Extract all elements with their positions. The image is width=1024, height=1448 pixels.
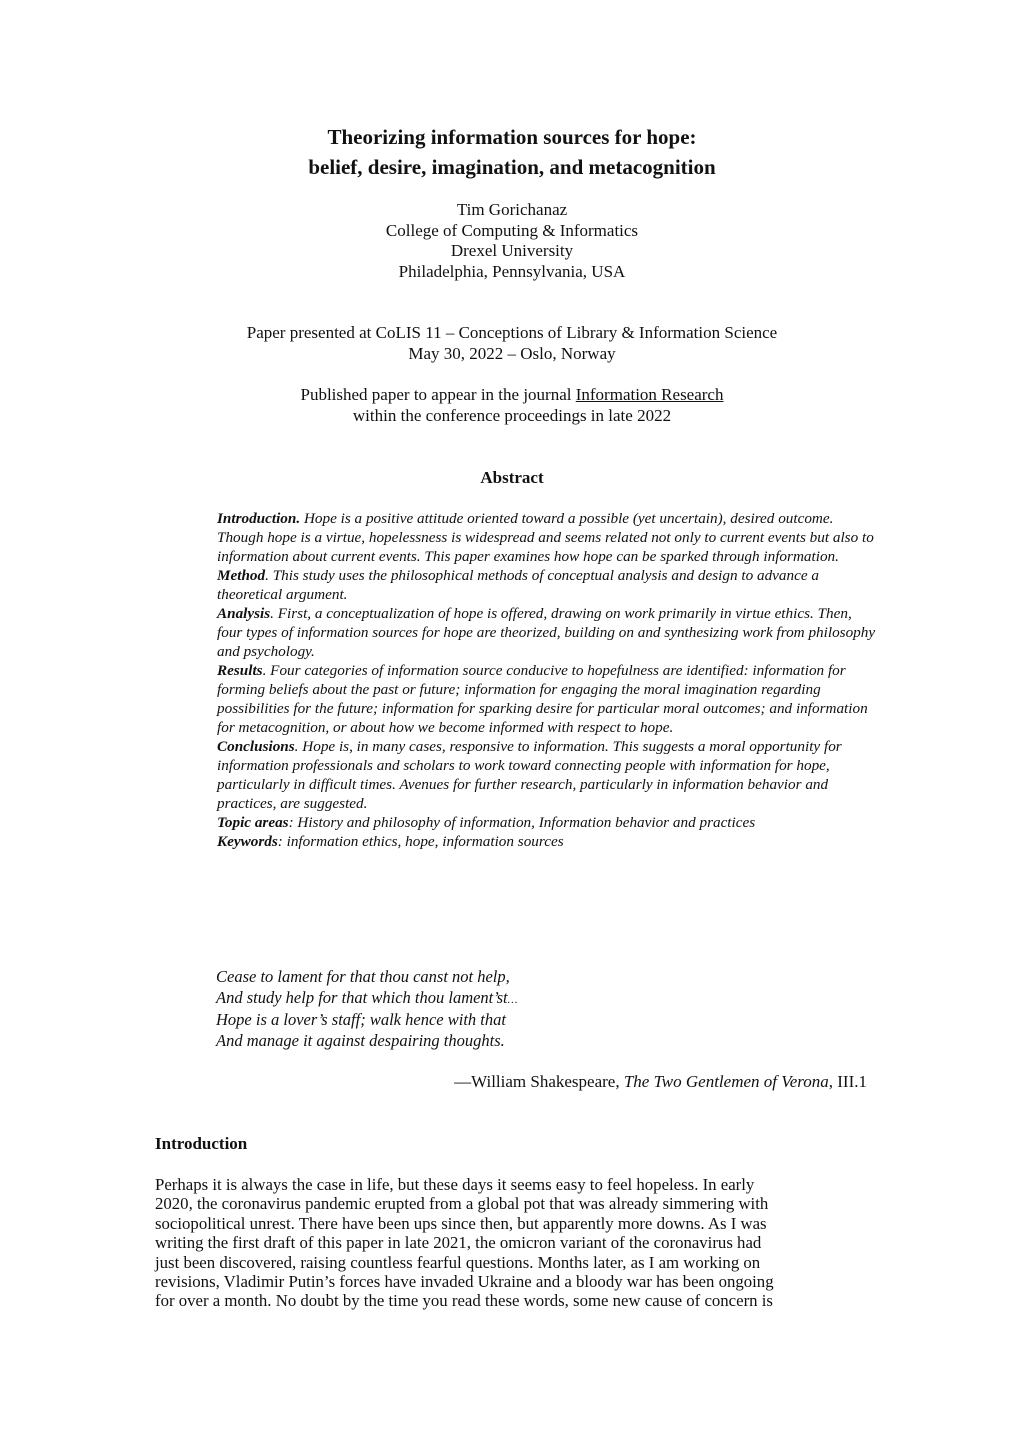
body-line: Perhaps it is always the case in life, but these days it seems easy to feel hopeless. In early xyxy=(155,1175,755,1194)
presentation-line-2: May 30, 2022 – Oslo, Norway xyxy=(408,343,616,363)
abstract-analysis-label: Analysis xyxy=(217,605,271,622)
abstract-results xyxy=(217,661,877,737)
body-line: revisions, Vladimir Putin’s forces have invaded Ukraine and a bloody war has been ongoing xyxy=(155,1272,774,1292)
abstract-heading: Abstract xyxy=(480,468,544,487)
presentation-line-1: Paper presented at CoLIS 11 – Conceptions of Library & Information Science xyxy=(246,323,778,342)
poem-line-3: Hope is a lover’s staff; walk hence with that xyxy=(216,1010,506,1029)
presentation-note xyxy=(0,323,1024,364)
journal-link[interactable]: Information Research xyxy=(575,385,724,404)
introduction-heading: Introduction xyxy=(155,1134,248,1153)
body-line: writing the first draft of this paper in late 2021, the omicron variant of the coronavirus had xyxy=(155,1233,762,1253)
title-line-2: belief, desire, imagination, and metacognition xyxy=(308,155,716,179)
author-block xyxy=(0,200,1024,282)
paper-title xyxy=(0,122,1024,182)
abstract-topic-label: Topic areas xyxy=(217,814,289,831)
abstract-method xyxy=(217,566,877,604)
abstract-keywords-text: : information ethics, hope, information sources xyxy=(277,833,564,850)
poem-line-1: Cease to lament for that thou canst not help, xyxy=(216,967,510,986)
abstract-keywords xyxy=(217,832,877,851)
abstract-method-text: . This study uses the philosophical methods of conceptual analysis and design to advance a theoretical argument. xyxy=(217,567,819,603)
abstract-conclusions xyxy=(217,737,877,813)
poem-line-2-ellipsis: … xyxy=(507,993,518,1006)
abstract-conclusions-label: Conclusions xyxy=(217,738,295,755)
epigraph-attribution xyxy=(454,1072,867,1092)
author-location: Philadelphia, Pennsylvania, USA xyxy=(398,261,626,281)
abstract-analysis-text: . First, a conceptualization of hope is offered, drawing on work primarily in virtue ethics. Then, four types of information sources for hope are theorized, building on and synthesizing work from philosophy and psychology. xyxy=(217,605,876,660)
body-line: sociopolitical unrest. There have been ups since then, but apparently more downs. As I was xyxy=(155,1213,767,1233)
poem-line-4: And manage it against despairing thoughts. xyxy=(216,1030,505,1050)
attribution-work: The Two Gentlemen of Verona xyxy=(623,1072,829,1091)
abstract-keywords-label: Keywords xyxy=(217,833,278,850)
publication-note xyxy=(0,385,1024,426)
abstract-topic-areas xyxy=(217,813,877,832)
abstract-topic-text: : History and philosophy of information, Information behavior and practices xyxy=(288,814,756,831)
publication-line-2: within the conference proceedings in late 2022 xyxy=(352,405,672,425)
author-department: College of Computing & Informatics xyxy=(385,220,639,240)
publication-line-1 xyxy=(0,385,1024,406)
epigraph-poem xyxy=(216,967,517,1051)
poem-line-2 xyxy=(216,988,517,1011)
body-line: for over a month. No doubt by the time you read these words, some new cause of concern is xyxy=(155,1291,773,1311)
abstract-body xyxy=(217,509,877,851)
abstract-results-text: . Four categories of information source conducive to hopefulness are identified: information for forming beliefs about the past or future; information for engaging the moral imagination regarding possibilities for the future; information for sparking desire for particular moral outcomes; and information for metacognition, or about how we become informed with respect to hope. xyxy=(217,662,868,736)
abstract-results-label: Results xyxy=(217,662,263,679)
abstract-method-label: Method xyxy=(217,567,266,584)
attribution-author: —William Shakespeare, xyxy=(454,1072,624,1091)
publication-prefix: Published paper to appear in the journal xyxy=(300,385,576,404)
introduction-body xyxy=(155,1175,855,1311)
body-line: just been discovered, raising countless fearful questions. Months later, as I am working on xyxy=(155,1252,761,1272)
body-line: 2020, the coronavirus pandemic erupted from a global pot that was already simmering with xyxy=(155,1194,769,1214)
abstract-conclusions-text: . Hope is, in many cases, responsive to information. This suggests a moral opportunity for information professionals and scholars to work toward connecting people with information for hope, particularly in difficult times. Avenues for further research, particularly in information behavior and practices, are suggested. xyxy=(217,738,842,812)
abstract-introduction xyxy=(217,509,877,566)
attribution-act: , III.1 xyxy=(828,1072,867,1091)
author-name: Tim Gorichanaz xyxy=(456,200,568,219)
abstract-introduction-label: Introduction. xyxy=(217,510,301,527)
title-line-1: Theorizing information sources for hope: xyxy=(327,125,697,149)
abstract-introduction-text: Hope is a positive attitude oriented toward a possible (yet uncertain), desired outcome. Though hope is a virtue, hopelessness is widespread and seems related not only to current events but also to information about current events. This paper examines how hope can be sparked through information. xyxy=(217,510,874,565)
poem-line-2-text: And study help for that which thou lament’st xyxy=(216,987,508,1007)
abstract-analysis xyxy=(217,604,877,661)
author-university: Drexel University xyxy=(450,241,574,260)
